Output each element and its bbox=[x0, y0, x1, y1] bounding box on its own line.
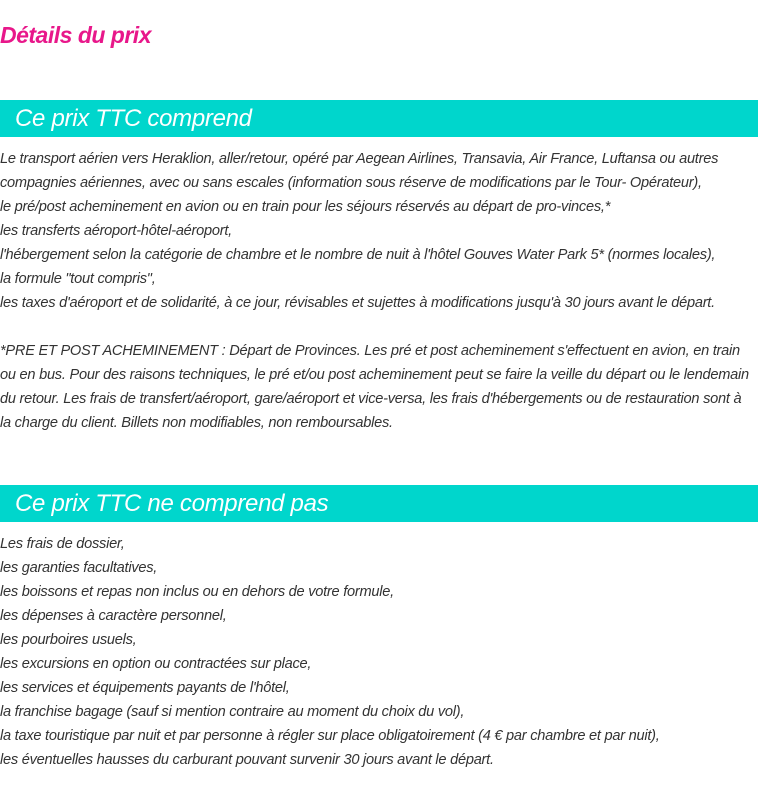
excluded-heading: Ce prix TTC ne comprend pas bbox=[0, 485, 758, 522]
included-heading: Ce prix TTC comprend bbox=[0, 100, 758, 137]
note-line: *PRE ET POST ACHEMINEMENT : Départ de Provinces. Les pré et post acheminement s'effectuent en avion, en train bbox=[0, 343, 740, 359]
note-line: du retour. Les frais de transfert/aéroport, gare/aéroport et vice-versa, les frais d'hébergements ou de restauration sont à bbox=[0, 391, 742, 407]
excluded-line: la taxe touristique par nuit et par personne à régler sur place obligatoirement (4 € par chambre et par nuit), bbox=[0, 728, 660, 744]
excluded-line: les éventuelles hausses du carburant pouvant survenir 30 jours avant le départ. bbox=[0, 752, 494, 768]
note-line: la charge du client. Billets non modifiables, non remboursables. bbox=[0, 415, 393, 431]
included-line: le pré/post acheminement en avion ou en train pour les séjours réservés au départ de pro-vinces,* bbox=[0, 199, 611, 215]
excluded-line: la franchise bagage (sauf si mention contraire au moment du choix du vol), bbox=[0, 704, 465, 720]
excluded-line: les garanties facultatives, bbox=[0, 560, 158, 576]
excluded-line: les pourboires usuels, bbox=[0, 632, 137, 648]
transport-note bbox=[0, 339, 758, 435]
excluded-line: les boissons et repas non inclus ou en dehors de votre formule, bbox=[0, 584, 394, 600]
included-line: Le transport aérien vers Heraklion, aller/retour, opéré par Aegean Airlines, Transavia, Air France, Luftansa ou autres bbox=[0, 151, 719, 167]
note-line: ou en bus. Pour des raisons techniques, le pré et/ou post acheminement peut se faire la veille du départ ou le lendemain bbox=[0, 367, 749, 383]
included-line: la formule "tout compris", bbox=[0, 271, 156, 287]
included-list bbox=[0, 147, 758, 315]
page-title: Détails du prix bbox=[0, 22, 151, 48]
excluded-line: les excursions en option ou contractées sur place, bbox=[0, 656, 312, 672]
excluded-line: les dépenses à caractère personnel, bbox=[0, 608, 227, 624]
included-line: les taxes d'aéroport et de solidarité, à ce jour, révisables et sujettes à modifications jusqu'à 30 jours avant le départ. bbox=[0, 295, 715, 311]
included-line: l'hébergement selon la catégorie de chambre et le nombre de nuit à l'hôtel Gouves Water Park 5* (normes locales), bbox=[0, 247, 716, 263]
excluded-line: Les frais de dossier, bbox=[0, 536, 125, 552]
excluded-line: les services et équipements payants de l'hôtel, bbox=[0, 680, 290, 696]
included-line: compagnies aériennes, avec ou sans escales (information sous réserve de modifications par le Tour- Opérateur), bbox=[0, 175, 702, 191]
excluded-list bbox=[0, 532, 758, 772]
included-line: les transferts aéroport-hôtel-aéroport, bbox=[0, 223, 232, 239]
